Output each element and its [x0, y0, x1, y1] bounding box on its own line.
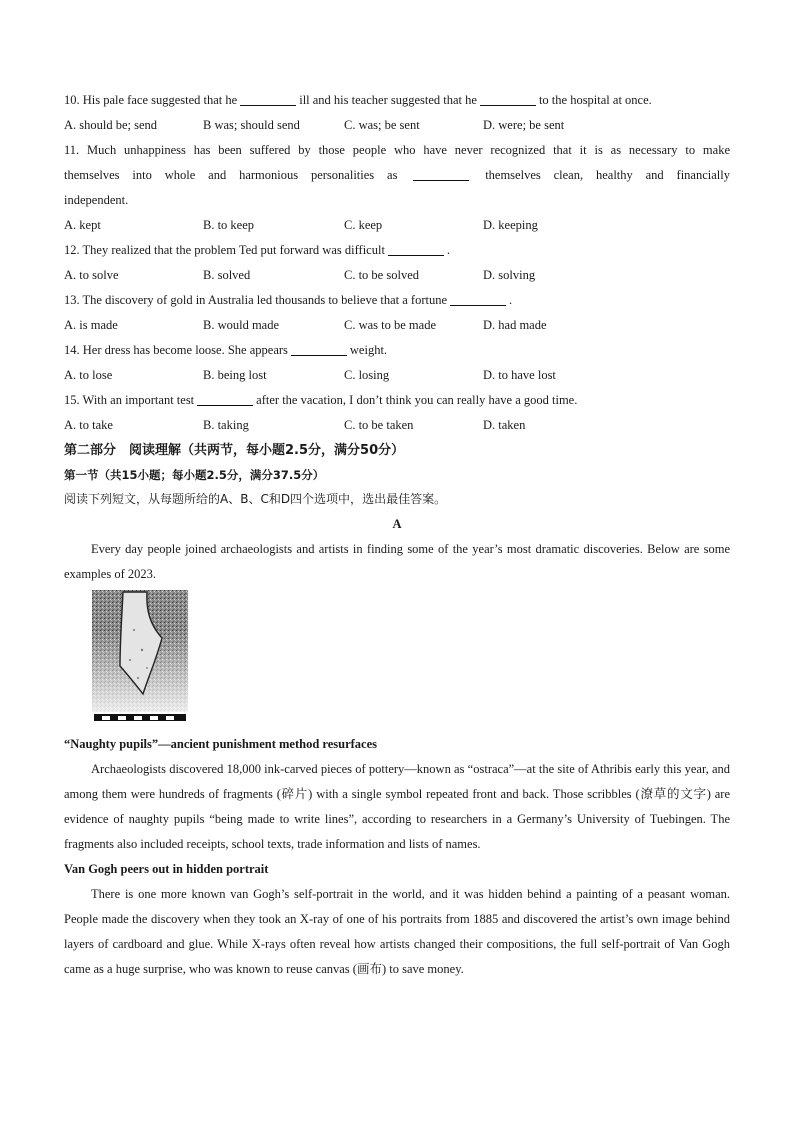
- question-number: 15.: [64, 393, 80, 407]
- answer-blank: [388, 241, 444, 256]
- pottery-fragment-icon: [92, 590, 188, 728]
- option-b: B. solved: [203, 268, 251, 282]
- stem-text: ill and his teacher suggested that he: [299, 93, 477, 107]
- stem-text: With an important test: [82, 393, 195, 407]
- option-c: C. to be solved: [344, 268, 419, 282]
- stem-text: The discovery of gold in Australia led thousands to believe that a fortune: [82, 293, 448, 307]
- question-number: 13.: [64, 293, 80, 307]
- question-11-stem-line3: independent.: [64, 193, 129, 207]
- option-c: C. was; be sent: [344, 118, 420, 132]
- reading-instruction: 阅读下列短文，从每题所给的A、B、C和D四个选项中，选出最佳答案。: [64, 492, 447, 506]
- option-a: A. to take: [64, 418, 113, 432]
- option-d: D. were; be sent: [483, 118, 565, 132]
- question-10-stem: [64, 88, 730, 113]
- question-15-stem: [64, 388, 730, 413]
- option-c: C. to be taken: [344, 418, 414, 432]
- question-13-stem: [64, 288, 730, 313]
- passage-intro: Every day people joined archaeologists and artists in finding some of the year’s most dramatic discoveries. Below are some examples of 2023.: [64, 542, 730, 581]
- part2-title: 第二部分 阅读理解（共两节，每小题2.5分，满分50分）: [64, 443, 405, 458]
- option-c: C. losing: [344, 368, 390, 382]
- passage-label: A: [392, 517, 402, 531]
- answer-blank: [240, 91, 296, 106]
- option-a: A. is made: [64, 318, 118, 332]
- question-number: 10.: [64, 93, 80, 107]
- ostraca-image: [92, 590, 188, 728]
- question-15-options: [64, 413, 730, 438]
- answer-blank: [413, 166, 469, 181]
- question-number: 11.: [64, 143, 80, 157]
- item1-heading: “Naughty pupils”—ancient punishment method resurfaces: [64, 737, 378, 751]
- section1-title: 第一节（共15小题；每小题2.5分，满分37.5分）: [64, 468, 325, 482]
- exam-page: [64, 88, 730, 982]
- stem-text: Much unhappiness has been suffered by those people who have never recognized that it is as necessary to make: [87, 143, 730, 157]
- question-number: 14.: [64, 343, 80, 357]
- option-d: D. taken: [483, 418, 526, 432]
- item2-heading: Van Gogh peers out in hidden portrait: [64, 862, 269, 876]
- option-a: A. to solve: [64, 268, 119, 282]
- stem-text: .: [509, 293, 513, 307]
- option-d: D. to have lost: [483, 368, 556, 382]
- item2-body: There is one more known van Gogh’s self-portrait in the world, and it was hidden behind a painting of a peasant woman. People made the discovery when they took an X-ray of one of his portraits from 1885 and discovered the artist’s own image behind layers of cardboard and glue. While X-rays often reveal how artists changed their compositions, the full self-portrait of Van Gogh came as a huge surprise, who was known to reuse canvas (画布) to save money.: [64, 887, 730, 976]
- option-b: B. to keep: [203, 218, 255, 232]
- option-c: C. keep: [344, 218, 383, 232]
- answer-blank: [480, 91, 536, 106]
- question-11-stem-line2: [64, 163, 730, 188]
- option-b: B. taking: [203, 418, 249, 432]
- question-11-options: [64, 213, 730, 238]
- option-b: B. would made: [203, 318, 280, 332]
- stem-text: .: [446, 243, 451, 257]
- question-10-options: [64, 113, 730, 138]
- question-13-options: [64, 313, 730, 338]
- question-12-options: [64, 263, 730, 288]
- answer-blank: [197, 391, 253, 406]
- stem-text: They realized that the problem Ted put forward was difficult: [82, 243, 385, 257]
- stem-text: after the vacation, I don’t think you can really have a good time.: [256, 393, 578, 407]
- option-d: D. had made: [483, 318, 547, 332]
- item1-body: Archaeologists discovered 18,000 ink-carved pieces of pottery—known as “ostraca”—at the site of Athribis early this year, and among them were hundreds of fragments (碎片) with a single symbol repeated front and back. Those scribbles (潦草的文字) are evidence of naughty pupils “being made to write lines”, according to researchers in a Germany’s University of Tuebingen. The fragments also included receipts, school texts, trade information and lists of names.: [64, 762, 730, 851]
- answer-blank: [450, 291, 506, 306]
- stem-text: to the hospital at once.: [538, 93, 652, 107]
- option-a: A. should be; send: [64, 118, 158, 132]
- option-a: A. kept: [64, 218, 101, 232]
- stem-text: Her dress has become loose. She appears: [82, 343, 288, 357]
- question-11-stem-line1: [64, 138, 730, 163]
- question-12-stem: [64, 238, 730, 263]
- stem-text: themselves into whole and harmonious personalities as: [64, 168, 398, 182]
- question-14-options: [64, 363, 730, 388]
- question-number: 12.: [64, 243, 80, 257]
- option-b: B was; should send: [203, 118, 300, 132]
- stem-text: themselves clean, healthy and financially: [485, 168, 730, 182]
- answer-blank: [291, 341, 347, 356]
- option-a: A. to lose: [64, 368, 113, 382]
- stem-text: weight.: [349, 343, 388, 357]
- option-d: D. solving: [483, 268, 536, 282]
- option-c: C. was to be made: [344, 318, 436, 332]
- option-b: B. being lost: [203, 368, 267, 382]
- question-14-stem: [64, 338, 730, 363]
- stem-text: His pale face suggested that he: [82, 93, 238, 107]
- option-d: D. keeping: [483, 218, 538, 232]
